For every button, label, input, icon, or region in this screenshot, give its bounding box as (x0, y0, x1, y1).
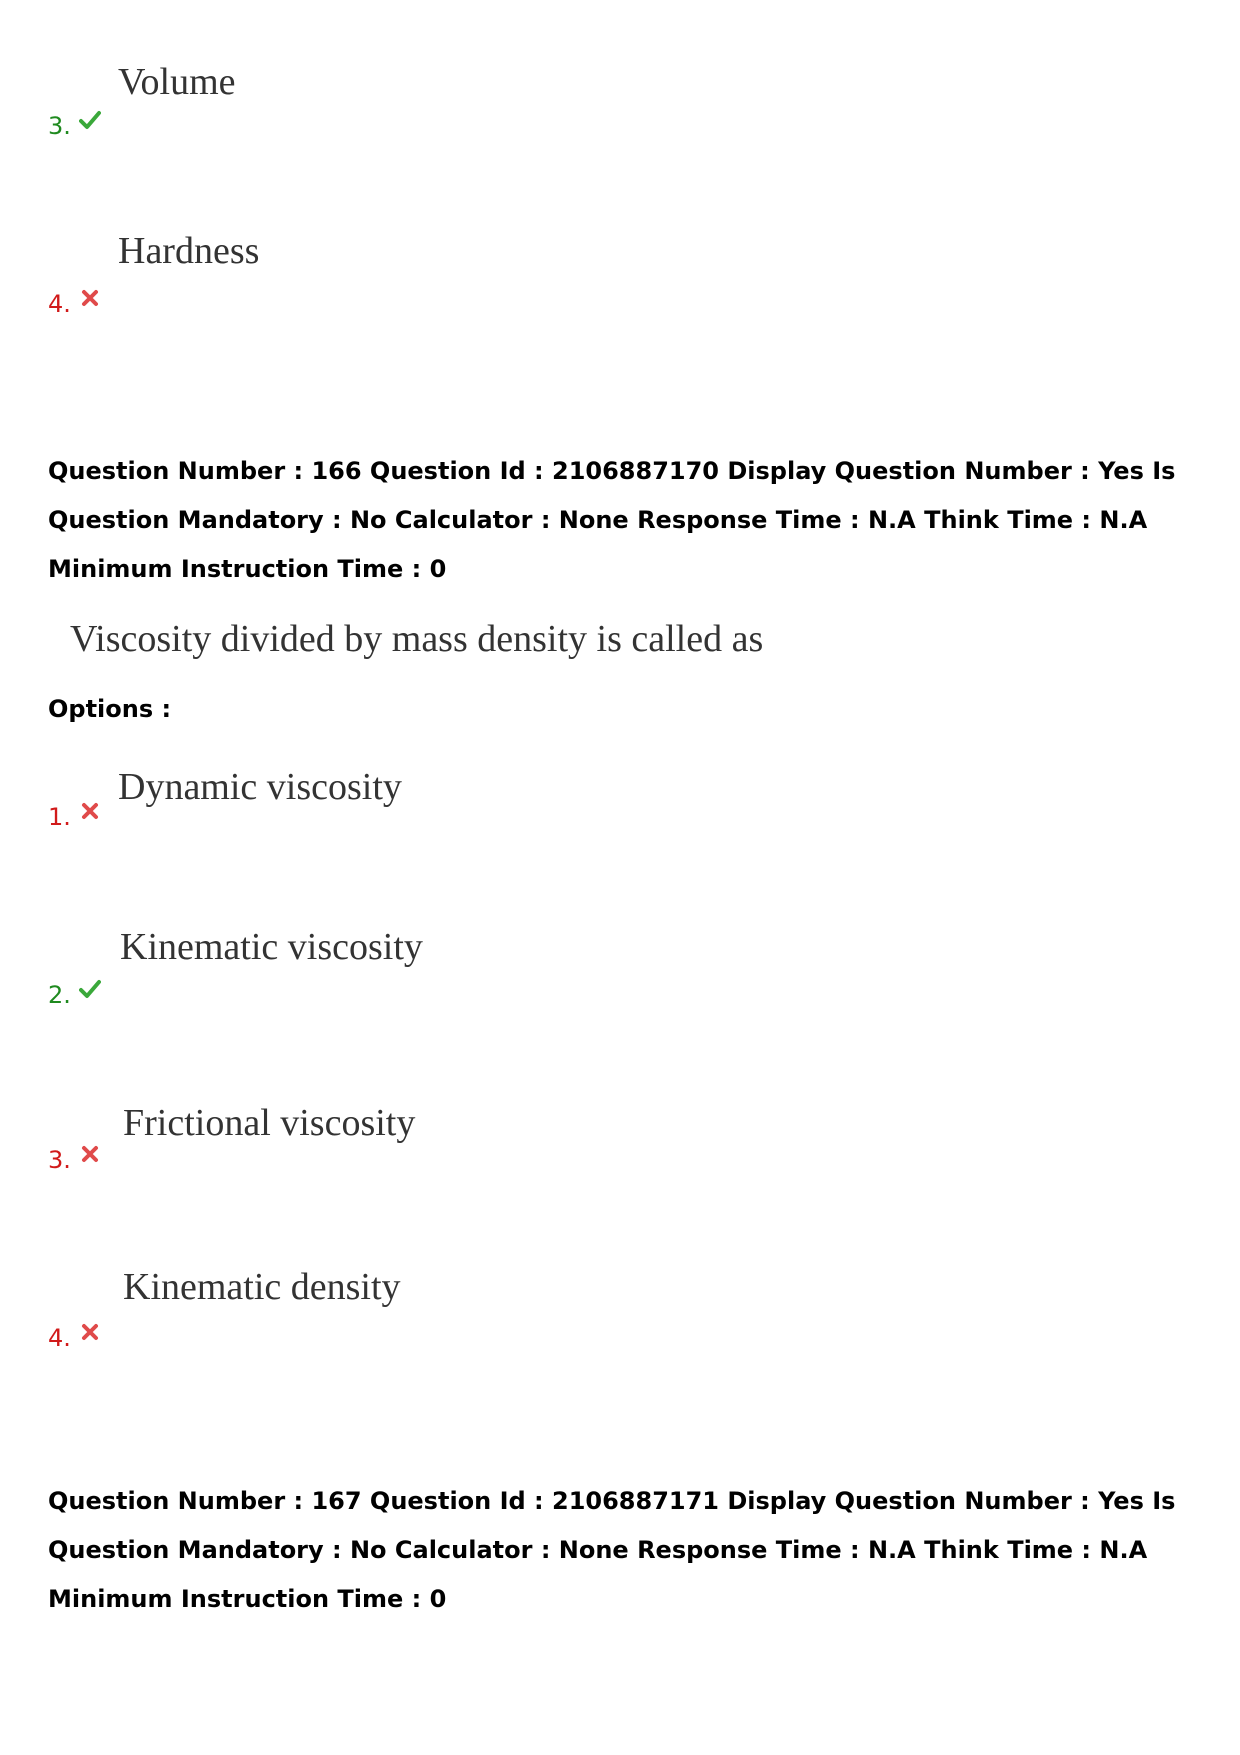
check-icon (79, 978, 101, 1000)
option-text: Frictional viscosity (123, 1102, 416, 1144)
question-text: Viscosity divided by mass density is called as (70, 618, 764, 660)
option-number (48, 114, 101, 138)
cross-icon (79, 1321, 101, 1343)
option-number-label: 2. (48, 981, 71, 1009)
option-number (48, 805, 101, 829)
option-number (48, 1148, 101, 1172)
question-meta: Question Number : 166 Question Id : 2106887170 Display Question Number : Yes Is Question Mandatory : No Calculator : None Response Time : N.A Think Time : N.A Minimum Instruction Time : 0 (48, 457, 1176, 583)
option-text: Volume (118, 61, 236, 103)
option-number-label: 3. (48, 112, 71, 140)
option-number-label: 3. (48, 1146, 71, 1174)
option-number-label: 4. (48, 1324, 71, 1352)
option-text: Dynamic viscosity (118, 766, 402, 808)
option-text: Kinematic density (123, 1266, 401, 1308)
cross-icon (79, 1143, 101, 1165)
option-number (48, 1326, 101, 1350)
question-meta: Question Number : 167 Question Id : 2106887171 Display Question Number : Yes Is Question Mandatory : No Calculator : None Response Time : N.A Think Time : N.A Minimum Instruction Time : 0 (48, 1487, 1176, 1613)
option-number (48, 292, 101, 316)
option-number (48, 983, 101, 1007)
option-number-label: 1. (48, 803, 71, 831)
option-text: Hardness (118, 230, 260, 272)
options-label: Options : (48, 695, 172, 723)
option-number-label: 4. (48, 290, 71, 318)
cross-icon (79, 287, 101, 309)
option-text: Kinematic viscosity (120, 926, 423, 968)
check-icon (79, 109, 101, 131)
cross-icon (79, 800, 101, 822)
